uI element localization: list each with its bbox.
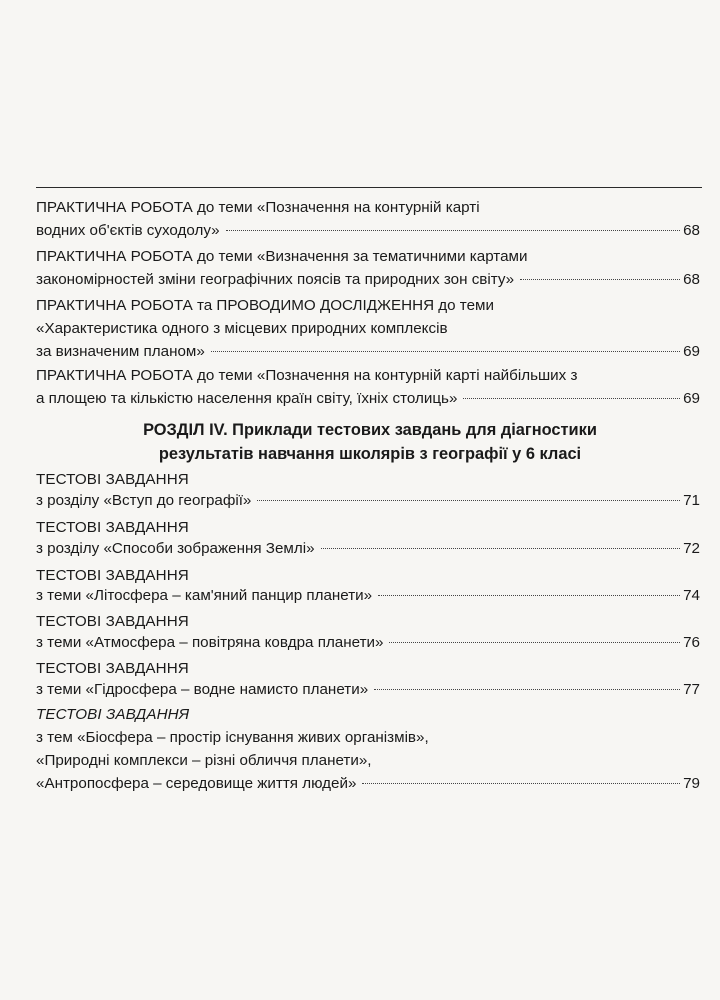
dot-leader xyxy=(378,595,680,596)
toc-entry-line xyxy=(36,342,700,362)
toc-entry-line xyxy=(36,491,700,511)
toc-entry-line xyxy=(36,774,700,794)
toc-entry-text: з теми «Гідросфера – водне намисто планети» xyxy=(36,681,369,698)
dot-leader xyxy=(321,548,681,549)
dot-leader xyxy=(257,500,680,501)
dot-leader xyxy=(520,279,680,280)
toc-entry-text: ПРАКТИЧНА РОБОТА до теми «Позначення на контурній карті найбільших з xyxy=(36,367,578,384)
page-number: 77 xyxy=(683,681,700,698)
toc-entry-title: ТЕСТОВІ ЗАВДАННЯ xyxy=(36,706,190,723)
page-number: 74 xyxy=(683,587,700,604)
toc-entry-text: «Характеристика одного з місцевих природних комплексів xyxy=(36,320,448,337)
toc-entry-title: ТЕСТОВІ ЗАВДАННЯ xyxy=(36,567,189,584)
toc-entry-title: ТЕСТОВІ ЗАВДАННЯ xyxy=(36,519,189,536)
toc-entry-text: а площею та кількістю населення країн світу, їхніх столиць» xyxy=(36,390,458,407)
toc-entry-line xyxy=(36,221,700,241)
toc-entry-text: закономірностей зміни географічних поясів та природних зон світу» xyxy=(36,271,515,288)
toc-entry-line xyxy=(36,633,700,653)
dot-leader xyxy=(362,783,680,784)
toc-entry-text: з теми «Літосфера – кам'яний панцир планети» xyxy=(36,587,373,604)
page-number: 68 xyxy=(683,271,700,288)
toc-entry-text: з розділу «Вступ до географії» xyxy=(36,492,252,509)
toc-entry-text: ПРАКТИЧНА РОБОТА до теми «Позначення на контурній карті xyxy=(36,199,480,216)
dot-leader xyxy=(463,398,680,399)
page-number: 68 xyxy=(683,222,700,239)
section-heading: результатів навчання школярів з географії у 6 класі xyxy=(158,445,582,463)
toc-entry-text: «Природні комплекси – різні обличчя планети», xyxy=(36,752,372,769)
dot-leader xyxy=(374,689,680,690)
page-number: 69 xyxy=(683,343,700,360)
toc-entry-line xyxy=(36,586,700,606)
toc-entry-title: ТЕСТОВІ ЗАВДАННЯ xyxy=(36,613,189,630)
toc-entry-text: з теми «Атмосфера – повітряна ковдра планети» xyxy=(36,634,384,651)
dot-leader xyxy=(211,351,680,352)
page-number: 69 xyxy=(683,390,700,407)
toc-entry-line xyxy=(36,389,700,409)
toc-entry-text: за визначеним планом» xyxy=(36,343,205,360)
toc-entry-title: ТЕСТОВІ ЗАВДАННЯ xyxy=(36,471,189,488)
toc-entry-text: з розділу «Способи зображення Землі» xyxy=(36,540,315,557)
toc-entry-text: водних об'єктів суходолу» xyxy=(36,222,220,239)
toc-entry-text: ПРАКТИЧНА РОБОТА до теми «Визначення за тематичними картами xyxy=(36,248,528,265)
toc-entry-title: ТЕСТОВІ ЗАВДАННЯ xyxy=(36,660,189,677)
page-number: 79 xyxy=(683,775,700,792)
page-number: 71 xyxy=(683,492,700,509)
section-heading: РОЗДІЛ IV. Приклади тестових завдань для діагностики xyxy=(143,421,597,439)
toc-entry-text: ПРАКТИЧНА РОБОТА та ПРОВОДИМО ДОСЛІДЖЕННЯ до теми xyxy=(36,297,494,314)
page-number: 72 xyxy=(683,540,700,557)
toc-entry-line xyxy=(36,539,700,559)
page-number: 76 xyxy=(683,634,700,651)
toc-entry-text: з тем «Біосфера – простір існування живих організмів», xyxy=(36,729,429,746)
dot-leader xyxy=(226,230,681,231)
top-divider xyxy=(36,187,702,188)
toc-entry-text: «Антропосфера – середовище життя людей» xyxy=(36,775,357,792)
dot-leader xyxy=(389,642,680,643)
toc-entry-line xyxy=(36,270,700,290)
toc-entry-line xyxy=(36,680,700,700)
